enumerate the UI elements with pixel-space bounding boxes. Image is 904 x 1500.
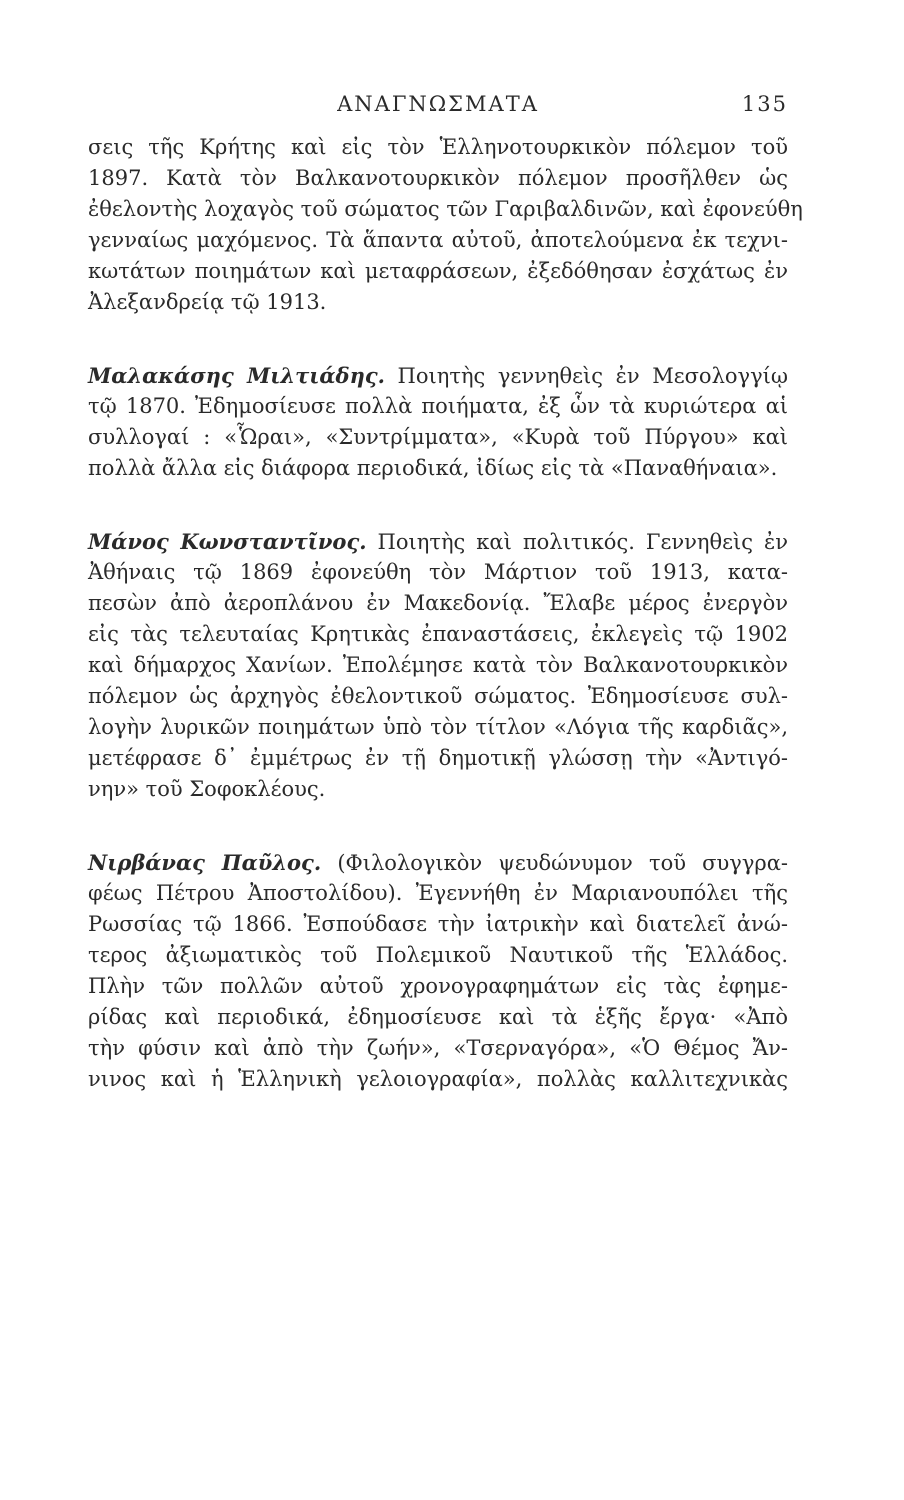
text-line: Ρωσσίας τῷ 1866. Ἐσπούδασε τὴν ἰατρικὴν καὶ διατελεῖ ἀνώ-: [88, 912, 788, 936]
text-line: συλλογαί : «Ὧραι», «Συντρίμματα», «Κυρὰ τοῦ Πύργου» καὶ: [88, 425, 788, 449]
spacer: [88, 484, 788, 526]
text-line: 1897. Κατὰ τὸν Βαλκανοτουρκικὸν πόλεμον προσῆλθεν ὡς: [88, 166, 788, 190]
text-line: Ἀθήναις τῷ 1869 ἐφονεύθη τὸν Μάρτιον τοῦ 1913, κατα-: [88, 560, 788, 584]
entry-konstantinos: [88, 526, 788, 805]
text-line: τὴν φύσιν καὶ ἀπὸ τὴν ζωήν», «Τσερναγόρα», «Ὁ Θέμος Ἄν-: [88, 1036, 788, 1060]
paragraph-continued: [88, 132, 803, 318]
text-line: Ἀλεξανδρείᾳ τῷ 1913.: [88, 290, 327, 314]
text-line: φέως Πέτρου Ἀποστολίδου). Ἐγεννήθη ἐν Μαριανουπόλει τῆς: [88, 881, 788, 905]
text-line: μετέφρασε δ᾿ ἐμμέτρως ἐν τῇ δημοτικῇ γλώσσῃ τὴν «Ἀντιγό-: [88, 746, 788, 770]
spacer: [88, 318, 788, 360]
book-page: [88, 92, 803, 1095]
text-line: καὶ δήμαρχος Χανίων. Ἐπολέμησε κατὰ τὸν Βαλκανοτουρκικὸν: [88, 653, 788, 677]
text-line: λογὴν λυρικῶν ποιημάτων ὑπὸ τὸν τίτλον «Λόγια τῆς καρδιᾶς»,: [88, 715, 788, 739]
entry-text: Ποιητὴς γεννηθεὶς ἐν Μεσολογγίῳ: [384, 364, 788, 388]
text-line: πόλεμον ὡς ἀρχηγὸς ἐθελοντικοῦ σώματος. Ἐδημοσίευσε συλ-: [88, 684, 788, 708]
text-line: κωτάτων ποιημάτων καὶ μεταφράσεων, ἐξεδόθησαν ἐσχάτως ἐν: [88, 259, 788, 283]
spacer: [88, 805, 788, 847]
text-line: ρίδας καὶ περιοδικά, ἐδημοσίευσε καὶ τὰ ἑξῆς ἔργα· «Ἀπὸ: [88, 1005, 788, 1029]
text-line: τῷ 1870. Ἐδημοσίευσε πολλὰ ποιήματα, ἐξ ὧν τὰ κυριώτερα αἱ: [88, 394, 788, 418]
text-line: σεις τῆς Κρήτης καὶ εἰς τὸν Ἑλληνοτουρκικὸν πόλεμον τοῦ: [88, 135, 788, 159]
text-line: νην» τοῦ Σοφοκλέους.: [88, 777, 326, 801]
text-line: Πλὴν τῶν πολλῶν αὐτοῦ χρονογραφημάτων εἰς τὰς ἐφημε-: [88, 974, 788, 998]
entry-first-line: [88, 847, 788, 878]
entry-name: Μαλακάσης Μιλτιάδης.: [88, 363, 385, 388]
entry-nirvanas: [88, 847, 788, 1095]
entry-text: Ποιητὴς καὶ πολιτικός. Γεννηθεὶς ἐν: [366, 530, 788, 554]
running-title: ΑΝΑΓΝΩΣΜΑΤΑ: [337, 92, 539, 116]
text-line: γενναίως μαχόμενος. Τὰ ἅπαντα αὐτοῦ, ἀποτελούμενα ἐκ τεχνι-: [88, 228, 788, 252]
text-line: τερος ἀξιωματικὸς τοῦ Πολεμικοῦ Ναυτικοῦ τῆς Ἑλλάδος.: [88, 943, 788, 967]
text-line: ἐθελοντὴς λοχαγὸς τοῦ σώματος τῶν Γαριβαλδινῶν, καὶ ἐφονεύθη: [88, 197, 803, 221]
entry-name: Μάνος Κωνσταντῖνος.: [88, 529, 367, 554]
entry-first-line: [88, 526, 788, 557]
text-line: εἰς τὰς τελευταίας Κρητικὰς ἐπαναστάσεις, ἐκλεγεὶς τῷ 1902: [88, 622, 788, 646]
entry-malakasis: [88, 360, 788, 484]
text-line: νινος καὶ ἡ Ἑλληνικὴ γελοιογραφία», πολλὰς καλλιτεχνικὰς: [88, 1067, 788, 1091]
text-line: πεσὼν ἀπὸ ἀεροπλάνου ἐν Μακεδονίᾳ. Ἔλαβε μέρος ἐνεργὸν: [88, 591, 788, 615]
running-header: [88, 92, 788, 132]
page-number: 135: [741, 92, 788, 116]
entry-name: Νιρβάνας Παῦλος.: [88, 850, 322, 875]
text-line: πολλὰ ἄλλα εἰς διάφορα περιοδικά, ἰδίως εἰς τὰ «Παναθήναια».: [88, 456, 778, 480]
entry-text: (Φιλολογικὸν ψευδώνυμον τοῦ συγγρα-: [321, 851, 788, 875]
entry-first-line: [88, 360, 788, 391]
